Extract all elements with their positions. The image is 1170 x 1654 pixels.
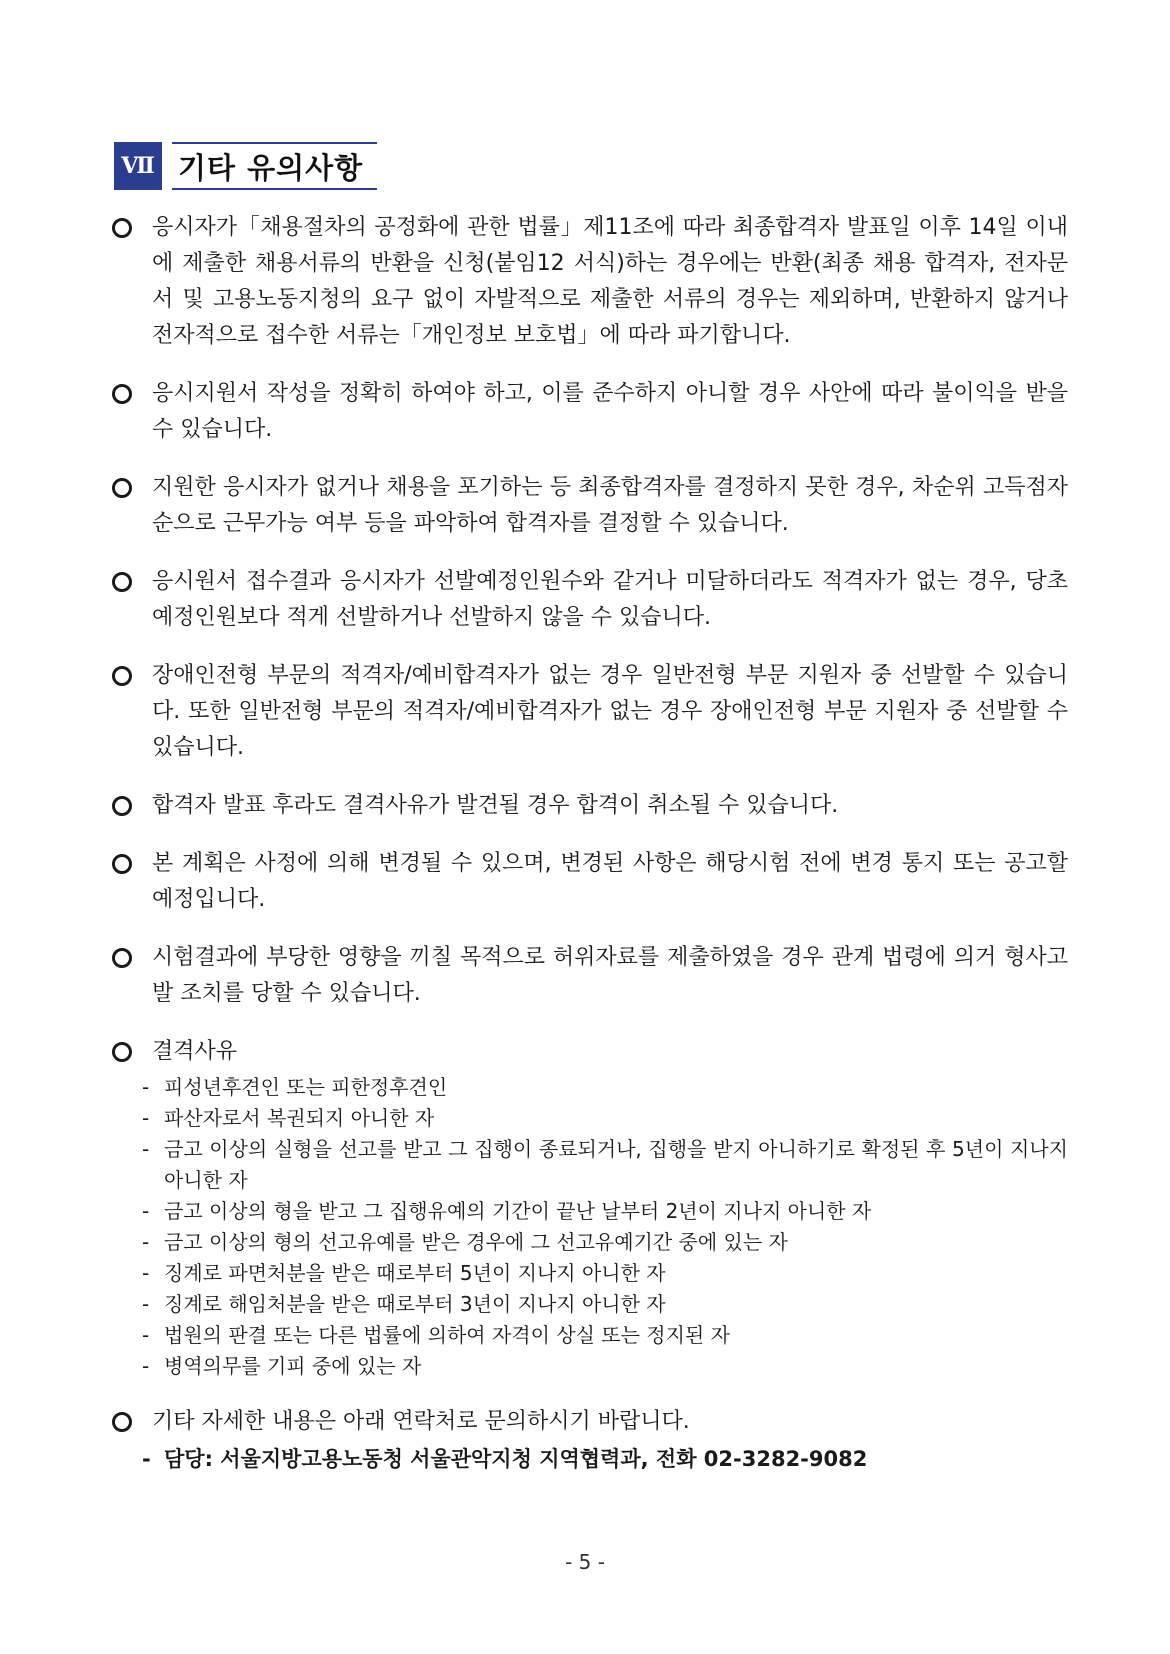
circle-bullet-icon — [112, 796, 132, 816]
circle-bullet-icon — [112, 854, 132, 874]
circle-bullet-icon — [112, 218, 132, 238]
contact-list — [136, 1444, 1068, 1475]
notice-text: 응시자가「채용절차의 공정화에 관한 법률」제11조에 따라 최종합격자 발표일 이후 14일 이내에 제출한 채용서류의 반환을 신청(붙임12 서식)하는 경우에는 반환(최종 채용 합격자, 전자문서 및 고용노동지청의 요구 없이 자발적으로 제출한 서류의 경우는 제외하며, 반환하지 않거나 전자적으로 접수한 서류는「개인정보 보호법」에 따라 파기합니다. — [152, 215, 1068, 348]
disqualification-item — [108, 1034, 1068, 1382]
notice-item — [108, 658, 1068, 766]
dash-bullet: - — [142, 1075, 150, 1099]
circle-bullet-icon — [112, 1412, 132, 1432]
notice-text: 장애인전형 부문의 적격자/예비합격자가 없는 경우 일반전형 부문 지원자 중 선발할 수 있습니다. 또한 일반전형 부문의 적격자/예비합격자가 없는 경우 장애인전형 부문 지원자 중 선발할 수 있습니다. — [152, 663, 1068, 760]
notice-item — [108, 788, 1068, 824]
section-number-badge: Ⅶ — [114, 142, 162, 190]
dash-bullet: - — [142, 1230, 150, 1254]
notice-item — [108, 564, 1068, 636]
contact-text: 기타 자세한 내용은 아래 연락처로 문의하시기 바랍니다. — [152, 1409, 690, 1434]
disqualification-entry: - 징계로 해임처분을 받은 때로부터 3년이 지나지 아니한 자 — [136, 1289, 1068, 1320]
contact-detail: - 담당: 서울지방고용노동청 서울관악지청 지역협력과, 전화 02-3282-9082 — [136, 1444, 1068, 1475]
notice-text: 본 계획은 사정에 의해 변경될 수 있으며, 변경된 사항은 해당시험 전에 변경 통지 또는 공고할 예정입니다. — [152, 851, 1068, 912]
disqualification-title: 결격사유 — [152, 1039, 238, 1064]
notice-text: 합격자 발표 후라도 결격사유가 발견될 경우 합격이 취소될 수 있습니다. — [152, 793, 839, 818]
disqualification-entry: - 징계로 파면처분을 받은 때로부터 5년이 지나지 아니한 자 — [136, 1258, 1068, 1289]
disqualification-entry: - 병역의무를 기피 중에 있는 자 — [136, 1351, 1068, 1382]
notice-text: 응시원서 접수결과 응시자가 선발예정인원수와 같거나 미달하더라도 적격자가 없는 경우, 당초 예정인원보다 적게 선발하거나 선발하지 않을 수 있습니다. — [152, 569, 1068, 630]
dash-bullet: - — [142, 1106, 150, 1130]
dash-bullet: - — [142, 1261, 150, 1285]
dash-bullet: - — [142, 1447, 151, 1471]
circle-bullet-icon — [112, 384, 132, 404]
dash-bullet: - — [142, 1137, 150, 1161]
circle-bullet-icon — [112, 1042, 132, 1062]
page-number: - 5 - — [565, 1550, 605, 1574]
dash-bullet: - — [142, 1199, 150, 1223]
circle-bullet-icon — [112, 478, 132, 498]
notice-item — [108, 940, 1068, 1012]
disqualification-entry: - 금고 이상의 형을 받고 그 집행유예의 기간이 끝난 날부터 2년이 지나지 아니한 자 — [136, 1196, 1068, 1227]
dash-bullet: - — [142, 1354, 150, 1378]
notice-item — [108, 210, 1068, 354]
notice-item — [108, 376, 1068, 448]
notice-text: 지원한 응시자가 없거나 채용을 포기하는 등 최종합격자를 결정하지 못한 경우, 차순위 고득점자 순으로 근무가능 여부 등을 파악하여 합격자를 결정할 수 있습니다. — [152, 475, 1068, 536]
disqualification-list — [136, 1072, 1068, 1382]
circle-bullet-icon — [112, 948, 132, 968]
notice-item — [108, 470, 1068, 542]
notice-text: 시험결과에 부당한 영향을 끼칠 목적으로 허위자료를 제출하였을 경우 관계 법령에 의거 형사고발 조치를 당할 수 있습니다. — [152, 945, 1068, 1006]
dash-bullet: - — [142, 1292, 150, 1316]
section-header — [114, 142, 377, 190]
circle-bullet-icon — [112, 666, 132, 686]
disqualification-entry: - 금고 이상의 실형을 선고를 받고 그 집행이 종료되거나, 집행을 받지 아니하기로 확정된 후 5년이 지나지 아니한 자 — [136, 1134, 1068, 1196]
disqualification-entry: - 법원의 판결 또는 다른 법률에 의하여 자격이 상실 또는 정지된 자 — [136, 1320, 1068, 1351]
notice-list — [108, 210, 1068, 1497]
section-title: 기타 유의사항 — [172, 142, 377, 190]
disqualification-entry: - 파산자로서 복권되지 아니한 자 — [136, 1103, 1068, 1134]
dash-bullet: - — [142, 1323, 150, 1347]
notice-item — [108, 846, 1068, 918]
disqualification-entry: - 피성년후견인 또는 피한정후견인 — [136, 1072, 1068, 1103]
contact-item — [108, 1404, 1068, 1475]
notice-text: 응시지원서 작성을 정확히 하여야 하고, 이를 준수하지 아니할 경우 사안에 따라 불이익을 받을 수 있습니다. — [152, 381, 1068, 442]
disqualification-entry: - 금고 이상의 형의 선고유예를 받은 경우에 그 선고유예기간 중에 있는 자 — [136, 1227, 1068, 1258]
circle-bullet-icon — [112, 572, 132, 592]
